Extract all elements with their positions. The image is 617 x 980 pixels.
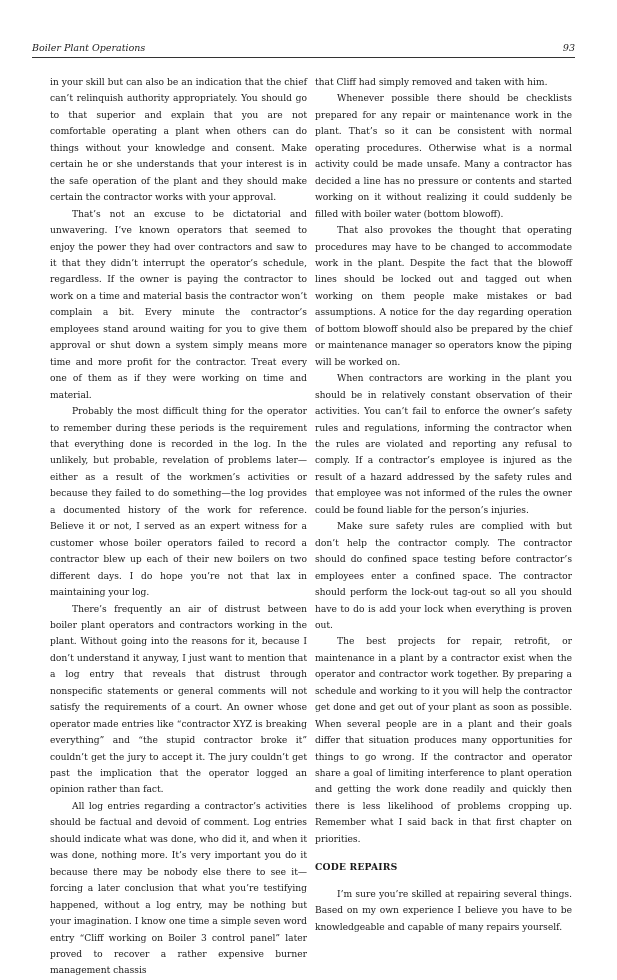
paragraph: in your skill but can also be an indication that the chief can’t relinquish authority appropriately. You should go to that superior and explain that you are not comfortable operating a plant when others can do things without your knowledge and consent. Make certain he or she understands that your interest is in the safe operation of the plant and they should make certain the contractor works with your approval. — [50, 78, 307, 204]
paragraph: Make sure safety rules are complied with but don’t help the contractor comply. The contractor should do confined space testing before contractor’s employees enter a confined space. The contractor should perform the lock-out tag-out so all you should have to do is add your lock when everything is proven out. — [315, 522, 572, 631]
running-title: Boiler Plant Operations — [32, 43, 146, 54]
paragraph: that Cliff had simply removed and taken with him. — [315, 78, 548, 88]
paragraph: Probably the most difficult thing for the operator to remember during these periods is the requirement that everything done is recorded in the log. In the unlikely, but probable, revelation of problems later—either as a result of the workmen’s activities or because they failed to do something—the log provides a documented history of the work for reference. Believe it or not, I served as an expert witness for a customer whose boiler operators failed to record a contractor blew up each of their new boilers on two different days. I do hope you’re not that lax in maintaining your log. — [50, 407, 307, 599]
paragraph: There’s frequently an air of distrust between boiler plant operators and contractors working in the plant. Without going into the reasons for it, because I don’t understand it anyway, I just want to mention that a log entry that reveals that distrust through nonspecific statements or general comments will not satisfy the requirements of a court. An owner whose operator made entries like “contractor XYZ is breaking everything” and “the stupid contractor broke it” couldn’t get the jury to accept it. The jury couldn’t get past the implication that the operator logged an opinion rather than fact. — [50, 604, 307, 796]
section-heading: CODE REPAIRS — [315, 862, 398, 874]
paragraph: All log entries regarding a contractor’s activities should be factual and devoid of comment. Log entries should indicate what was done, who did it, and when it was done, nothing more. It’s very important you do it because there may be nobody else there to see it—forcing a later conclusion that what you’re testifying happened, without a log entry, may be nothing but your imagination. I know one time a simple seven word entry “Cliff working on Boiler 3 control panel” later proved to recover a rather expensive burner management chassis — [50, 801, 307, 977]
paragraph: Whenever possible there should be checklists prepared for any repair or maintenance work in the plant. That’s so it can be consistent with normal operating procedures. Otherwise what is a normal activity could be made unsafe. Many a contractor has decided a line has no pressure or contents and started working on it without realizing it could suddenly be filled with boiler water (bottom blowoff). — [315, 94, 572, 220]
header-rule — [32, 57, 575, 58]
right-column — [315, 75, 572, 933]
paragraph: The best projects for repair, retrofit, or maintenance in a plant by a contractor exist when the operator and contractor work together. By preparing a schedule and working to it you will help the contractor get done and get out of your plant as soon as possible. When several people are in a plant and their goals differ that situation produces many opportunities for things to go wrong. If the contractor and operator share a goal of limiting interference to plant operation and getting the work done readily and quickly then there is less likelihood of problems cropping up. Remember what I said back in that first chapter on priorities. — [315, 637, 572, 845]
running-header — [32, 43, 575, 57]
paragraph: I’m sure you’re skilled at repairing several things. Based on my own experience I believe you have to be knowledgeable and capable of many repairs yourself. — [315, 889, 572, 933]
paragraph: When contractors are working in the plant you should be in relatively constant observation of their activities. You can’t fail to enforce the owner’s safety rules and regulations, informing the contractor when the rules are violated and reporting any refusal to comply. If a contractor’s employee is injured as the result of a hazard addressed by the safety rules and that employee was not informed of the rules the owner could be found liable for the person’s injuries. — [315, 374, 572, 516]
page-number: 93 — [562, 43, 575, 54]
left-column — [50, 75, 307, 977]
paragraph: That also provokes the thought that operating procedures may have to be changed to accommodate work in the plant. Despite the fact that the blowoff lines should be locked out and tagged out when working on them people make mistakes or bad assumptions. A notice for the day regarding operation of bottom blowoff should also be prepared by the chief or maintenance manager so operators know the piping will be worked on. — [315, 226, 572, 368]
paragraph: That’s not an excuse to be dictatorial and unwavering. I’ve known operators that seemed to enjoy the power they had over contractors and saw to it that they didn’t interrupt the operator’s schedule, regardless. If the owner is paying the contractor to work on a time and material basis the contractor won’t complain a bit. Every minute the contractor’s employees stand around waiting for you to give them approval or shut down a system simply means more time and more profit for the contractor. Treat every one of them as if they were working on time and material. — [50, 209, 307, 401]
